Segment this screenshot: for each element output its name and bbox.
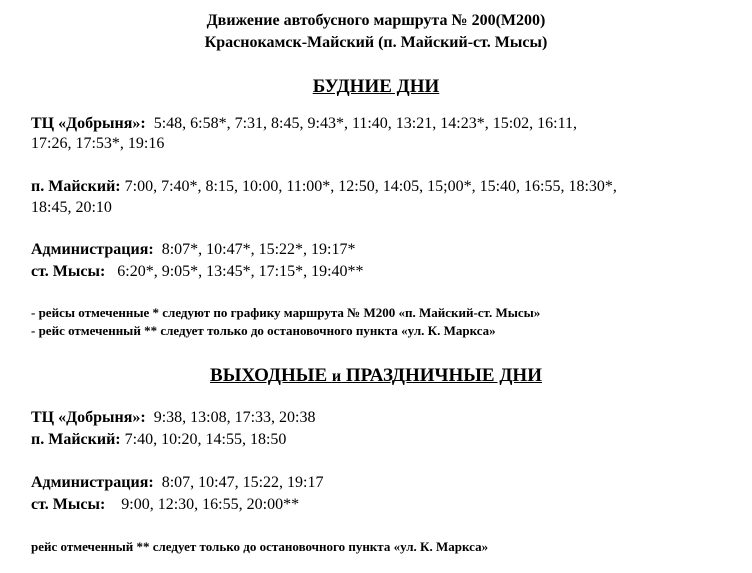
- stop-label-dobrynya: ТЦ «Добрыня»:: [31, 409, 146, 426]
- times-maisky-line1: 7:00, 7:40*, 8:15, 10:00, 11:00*, 12:50, 14:05, 15;00*, 15:40, 16:55, 18:30*,: [124, 178, 617, 195]
- stop-label-mysy: ст. Мысы:: [31, 496, 106, 513]
- times-mysy: 6:20*, 9:05*, 13:45*, 17:15*, 19:40**: [117, 263, 364, 280]
- document-title-line2: Краснокамск-Майский (п. Майский-ст. Мысы): [204, 34, 548, 51]
- stop-label-dobrynya: ТЦ «Добрыня»:: [31, 115, 146, 132]
- weekdays-dobrynya-row-cont: [31, 134, 164, 154]
- weekdays-mysy-row: [31, 262, 364, 282]
- weekdays-maisky-row-cont: [31, 198, 112, 218]
- weekdays-note-1: - рейсы отмеченные * следуют по графику маршрута № М200 «п. Майский-ст. Мысы»: [31, 305, 541, 320]
- weekdays-administration-row: [31, 240, 355, 260]
- times-maisky-line2: 18:45, 20:10: [31, 199, 112, 216]
- weekends-maisky-row: [31, 430, 286, 450]
- stop-label-mysy: ст. Мысы:: [31, 263, 106, 280]
- times-administration: 8:07, 10:47, 15:22, 19:17: [161, 474, 324, 491]
- times-administration: 8:07*, 10:47*, 15:22*, 19:17*: [161, 241, 356, 258]
- weekdays-heading: БУДНИЕ ДНИ: [312, 76, 440, 97]
- stop-label-maisky: п. Майский:: [31, 431, 121, 448]
- times-mysy: 9:00, 12:30, 16:55, 20:00**: [121, 496, 300, 513]
- weekends-note: рейс отмеченный ** следует только до остановочного пункта «ул. К. Маркса»: [31, 539, 489, 554]
- weekends-heading-part2: и: [331, 368, 342, 385]
- weekends-dobrynya-row: [31, 408, 316, 428]
- weekdays-note-2: - рейс отмеченный ** следует только до остановочного пункта «ул. К. Маркса»: [31, 323, 496, 338]
- stop-label-administration: Администрация:: [31, 474, 154, 491]
- weekends-heading-part1: ВЫХОДНЫЕ: [210, 365, 332, 386]
- document-title-line1: Движение автобусного маршрута № 200(М200): [206, 12, 546, 29]
- stop-label-maisky: п. Майский:: [31, 178, 121, 195]
- times-maisky: 7:40, 10:20, 14:55, 18:50: [124, 431, 287, 448]
- times-dobrynya-line1: 5:48, 6:58*, 7:31, 8:45, 9:43*, 11:40, 13:21, 14:23*, 15:02, 16:11,: [153, 115, 577, 132]
- weekends-mysy-row: [31, 495, 299, 515]
- weekends-heading-part3: ПРАЗДНИЧНЫЕ ДНИ: [341, 365, 542, 386]
- times-dobrynya-line2: 17:26, 17:53*, 19:16: [31, 135, 165, 152]
- weekdays-dobrynya-row: [31, 114, 577, 134]
- times-dobrynya: 9:38, 13:08, 17:33, 20:38: [153, 409, 316, 426]
- weekends-heading: [0, 365, 752, 388]
- weekends-administration-row: [31, 473, 323, 493]
- stop-label-administration: Администрация:: [31, 241, 154, 258]
- weekdays-maisky-row: [31, 177, 617, 197]
